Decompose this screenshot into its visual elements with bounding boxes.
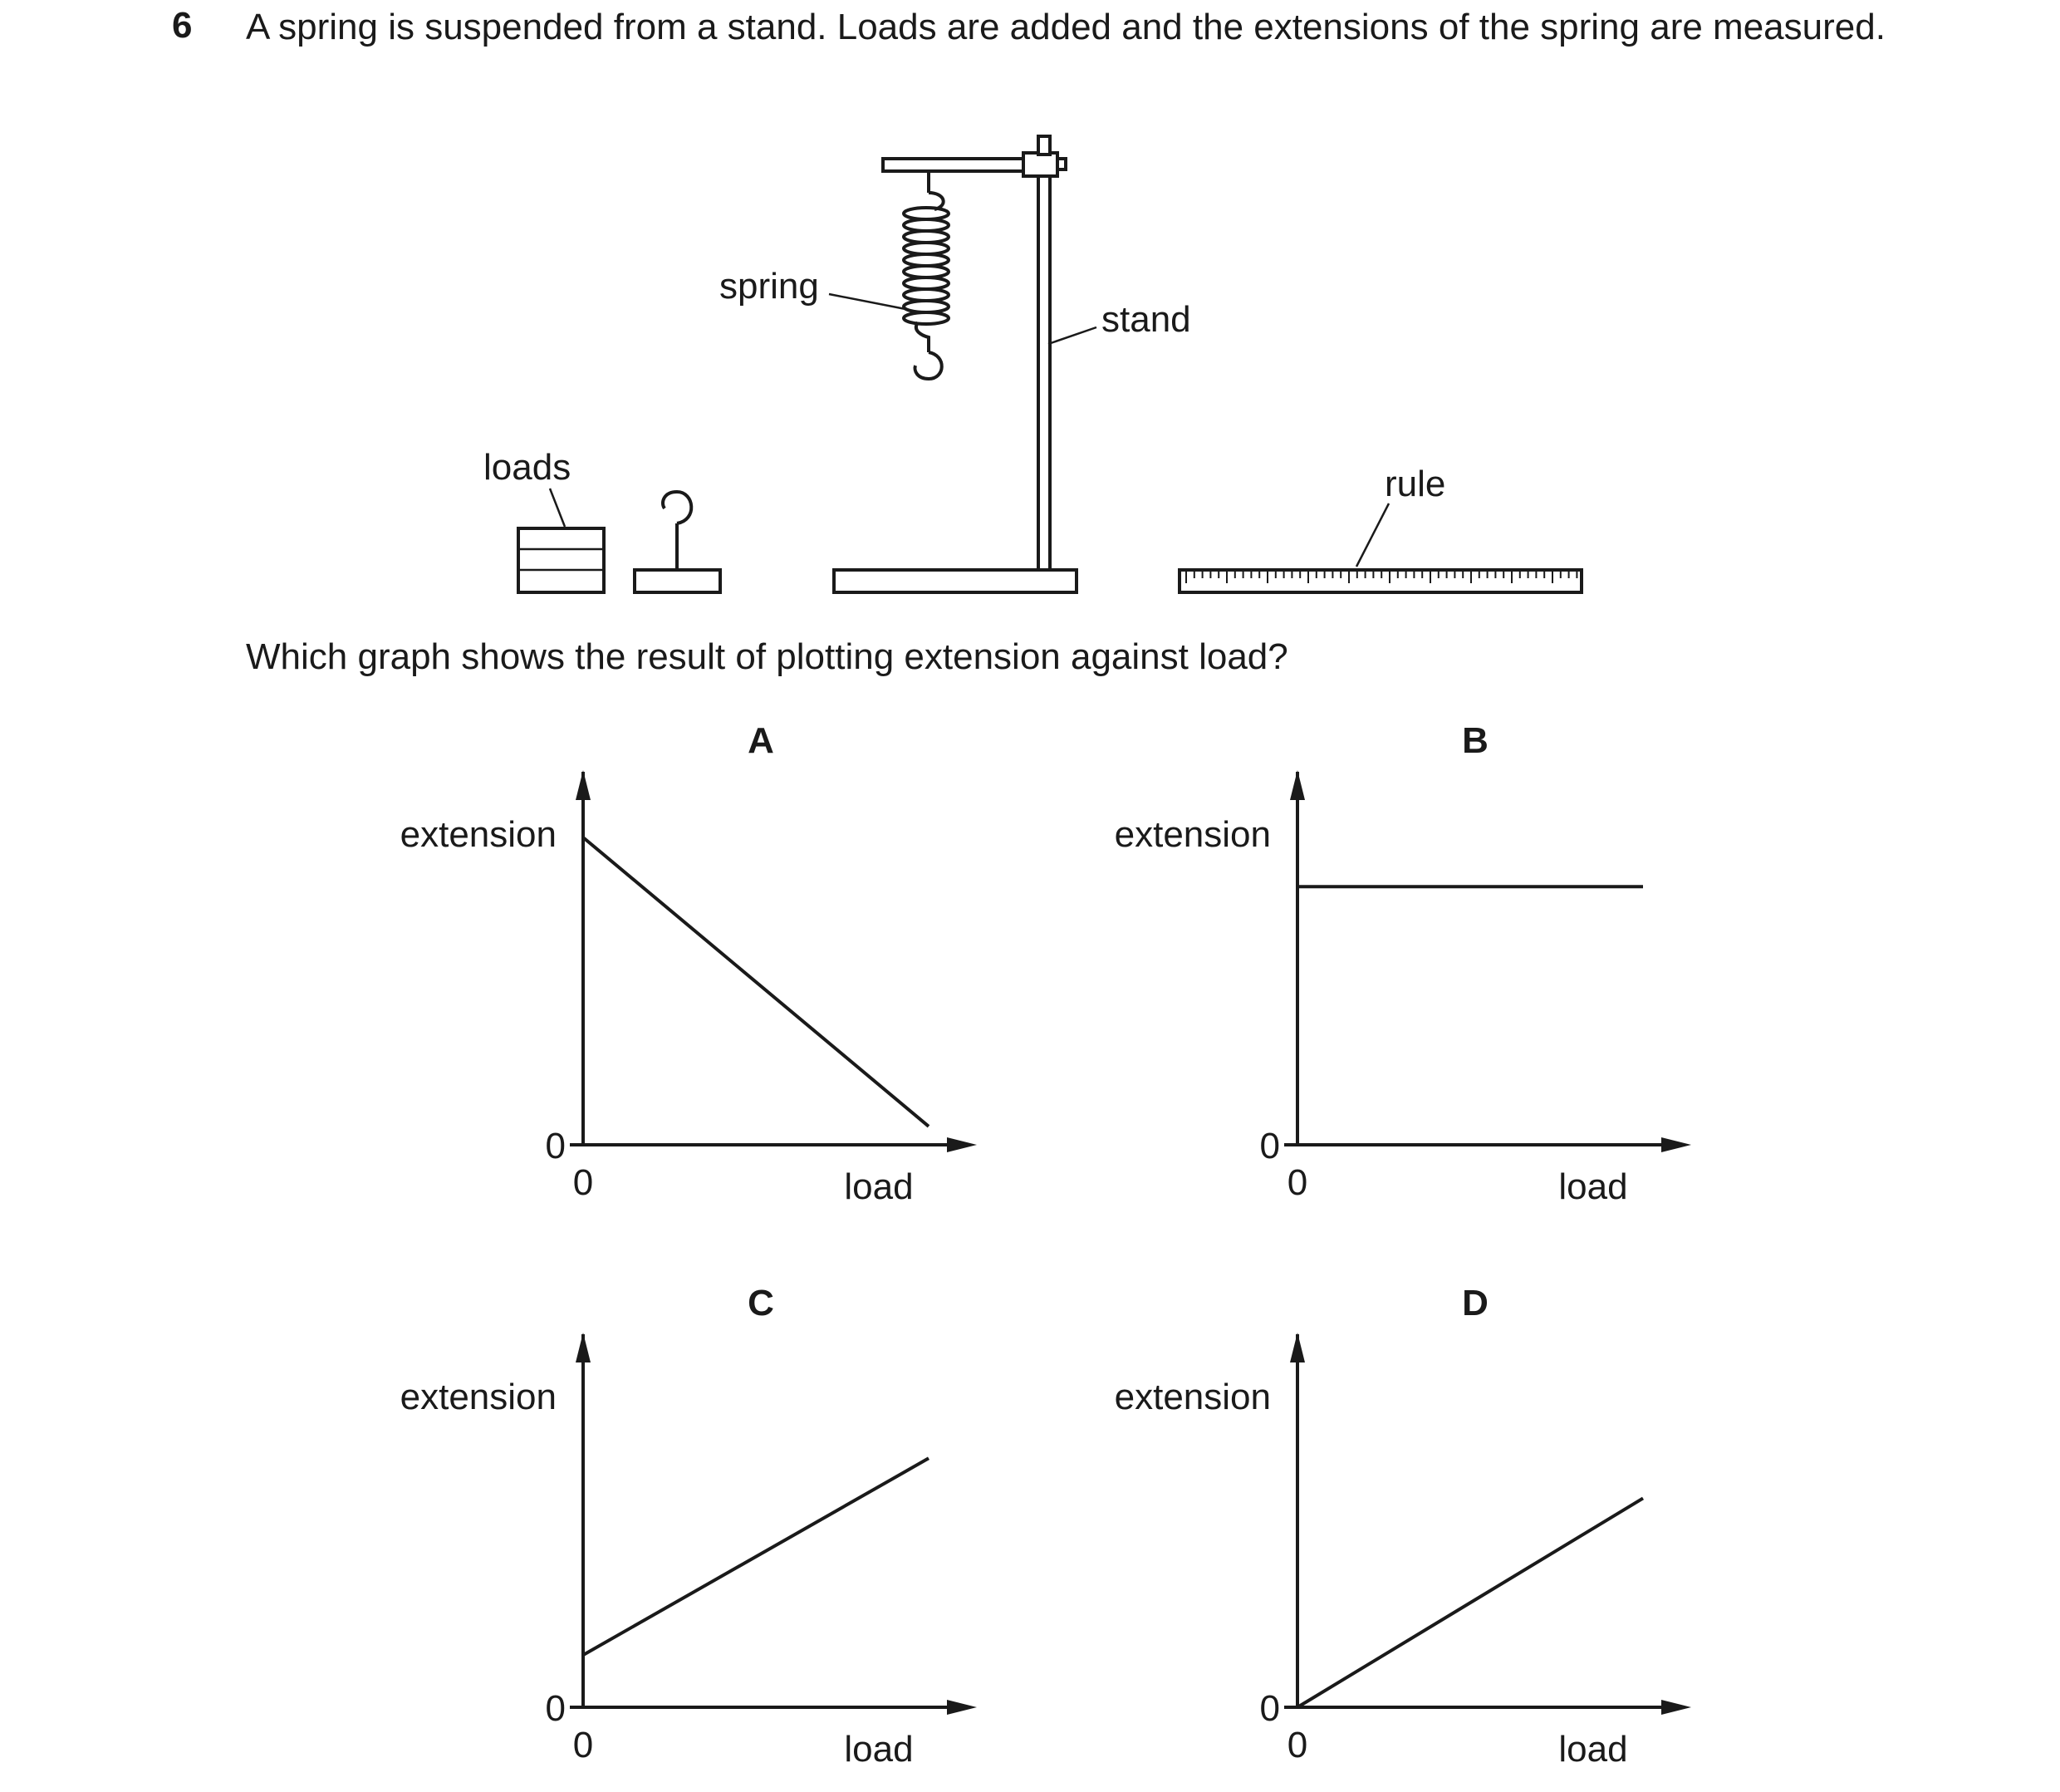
y-axis-arrow bbox=[576, 770, 591, 800]
x-axis-label: load bbox=[844, 1729, 914, 1770]
x-axis-label: load bbox=[1558, 1166, 1628, 1207]
y-axis-arrow bbox=[1290, 770, 1305, 800]
x-origin-label: 0 bbox=[1287, 1162, 1308, 1203]
spring-label: spring bbox=[719, 266, 819, 307]
y-axis-label: extension bbox=[400, 1377, 557, 1417]
stand-label: stand bbox=[1101, 299, 1191, 340]
y-axis-label: extension bbox=[1114, 814, 1271, 855]
y-origin-label: 0 bbox=[1259, 1126, 1280, 1166]
y-axis-label: extension bbox=[1114, 1377, 1271, 1417]
loads-label: loads bbox=[483, 447, 571, 488]
series-line bbox=[583, 1458, 929, 1655]
x-axis-label: load bbox=[1558, 1729, 1628, 1770]
y-origin-label: 0 bbox=[545, 1126, 566, 1166]
graph-title: A bbox=[748, 720, 774, 761]
rule-label: rule bbox=[1385, 464, 1446, 504]
question-text: A spring is suspended from a stand. Loads are added and the extensions of the spring are measured. bbox=[246, 7, 1886, 47]
graph-b bbox=[1096, 719, 1695, 1217]
x-axis-arrow bbox=[947, 1137, 977, 1152]
graph-a bbox=[382, 719, 980, 1217]
spring-drawing bbox=[904, 171, 949, 379]
graph-title: D bbox=[1462, 1283, 1489, 1323]
y-axis-label: extension bbox=[400, 814, 557, 855]
graph-c bbox=[382, 1281, 980, 1780]
series-line bbox=[1297, 1498, 1643, 1707]
x-axis-arrow bbox=[1661, 1700, 1691, 1715]
stand-drawing bbox=[834, 136, 1077, 592]
question-number: 6 bbox=[172, 5, 193, 46]
x-axis-label: load bbox=[844, 1166, 914, 1207]
x-origin-label: 0 bbox=[572, 1725, 594, 1765]
graph-title: C bbox=[748, 1283, 774, 1323]
loads-drawing bbox=[518, 528, 604, 592]
question-prompt: Which graph shows the result of plotting extension against load? bbox=[246, 636, 1288, 677]
hanger-drawing bbox=[635, 492, 720, 592]
y-origin-label: 0 bbox=[1259, 1688, 1280, 1729]
x-axis-arrow bbox=[1661, 1137, 1691, 1152]
x-origin-label: 0 bbox=[1287, 1725, 1308, 1765]
apparatus-diagram bbox=[0, 0, 2060, 631]
y-origin-label: 0 bbox=[545, 1688, 566, 1729]
x-origin-label: 0 bbox=[572, 1162, 594, 1203]
graph-d bbox=[1096, 1281, 1695, 1780]
graph-title: B bbox=[1462, 720, 1489, 761]
series-line bbox=[583, 837, 929, 1127]
y-axis-arrow bbox=[1290, 1333, 1305, 1362]
rule-drawing bbox=[1180, 570, 1582, 592]
x-axis-arrow bbox=[947, 1700, 977, 1715]
y-axis-arrow bbox=[576, 1333, 591, 1362]
